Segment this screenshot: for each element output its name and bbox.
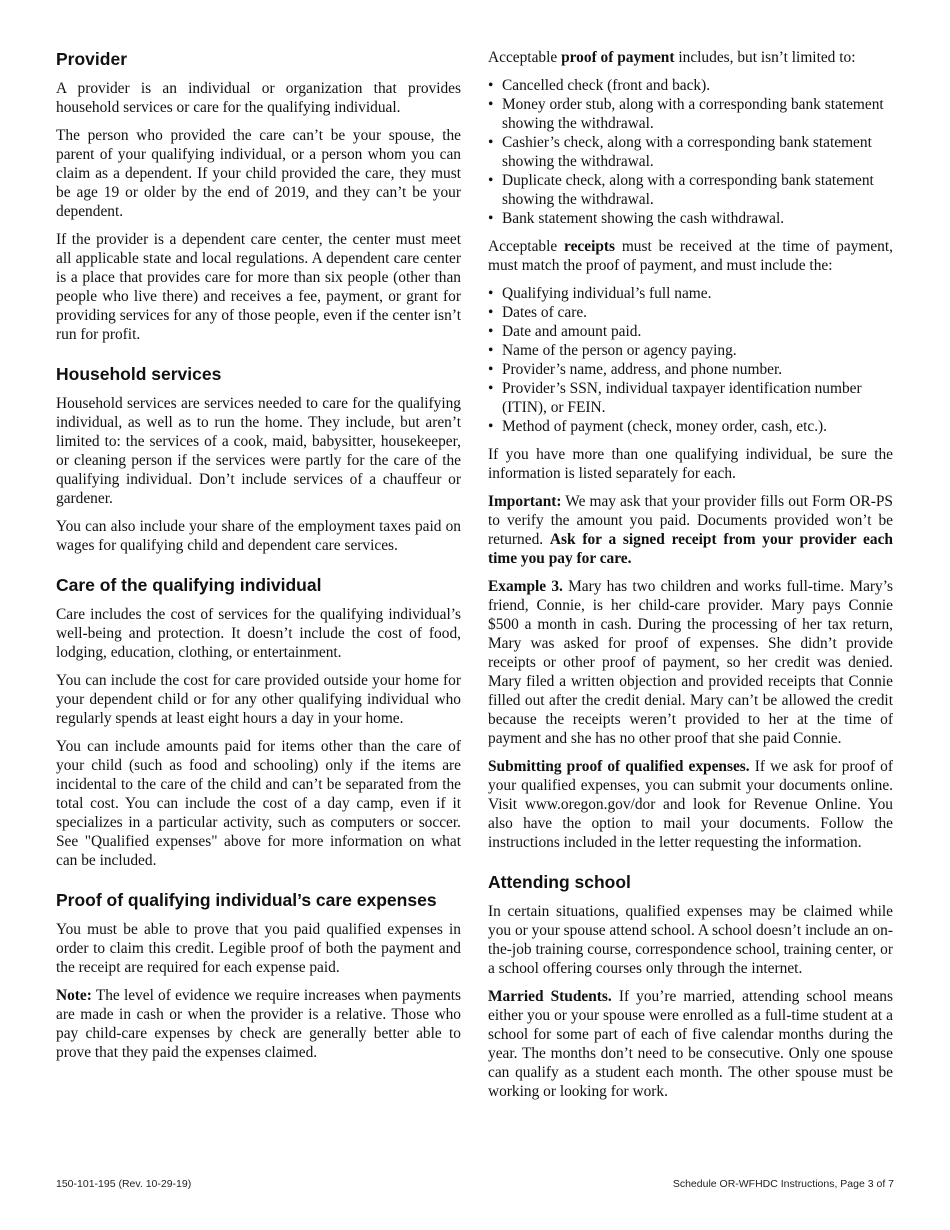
more-than-one-paragraph: If you have more than one qualifying individual, be sure the information is listed separately for each. <box>488 446 893 482</box>
proof-heading: Proof of qualifying individual’s care expenses <box>56 890 437 910</box>
receipt-item: • Provider’s name, address, and phone number. <box>488 360 893 379</box>
care-paragraph-3: You can include amounts paid for items other than the care of your child (such as food and schooling) only if the items are incidental to the care of the child and can’t be separated from the total cost. You can include the cost of a day camp, even if it specializes in a particular activity, such as computers or soccer. See "Qualified expenses" above for more information on what can be included. <box>56 738 461 869</box>
important-text: We may ask that your provider fills out Form OR-PS to verify the amount you paid. Documents provided won’t be returned. <box>488 493 893 548</box>
form-number: 150-101-195 (Rev. 10-29-19) <box>56 1178 192 1190</box>
example-label: Example 3. <box>488 578 563 595</box>
married-label: Married Students. <box>488 988 612 1005</box>
payment-item: • Bank statement showing the cash withdrawal. <box>488 209 893 228</box>
payment-intro <box>488 48 893 67</box>
attending-school-heading: Attending school <box>488 872 631 892</box>
household-paragraph-2: You can also include your share of the employment taxes paid on wages for qualifying child and dependent care services. <box>56 518 461 554</box>
example-text: Mary has two children and works full-time. Mary’s friend, Connie, is her child-care provider. Mary pays Connie $500 a month in cash. During the processing of her tax return, Mary was asked for proof of expenses. She didn’t provide receipts or other proof of payment, so her credit was denied. Mary filed a written objection and provided receipts that Connie filled out after the credit denial. Mary can’t be allowed the credit because the receipts weren’t provided to her at the time of payment and she has no other proof that she paid Connie. <box>488 578 893 747</box>
provider-paragraph-3: If the provider is a dependent care center, the center must meet all applicable state and local regulations. A dependent care center is a place that provides care for more than six people (other than people who live there) and receives a fee, payment, or grant for providing services for any of those people, even if the center isn’t run for profit. <box>56 231 461 343</box>
school-paragraph-1: In certain situations, qualified expenses may be claimed while you or your spouse attend school. A school doesn’t include an on-the-job training course, correspondence school, training center, or a school offering courses only through the internet. <box>488 903 893 977</box>
submitting-label: Submitting proof of qualified expenses. <box>488 758 750 775</box>
receipt-item: • Provider’s SSN, individual taxpayer identification number (ITIN), or FEIN. <box>488 379 893 417</box>
receipts-intro-bold: receipts <box>564 238 616 255</box>
provider-heading: Provider <box>56 49 127 69</box>
left-column <box>56 48 461 1071</box>
payment-intro-post: includes, but isn’t limited to: <box>674 49 856 66</box>
receipt-item: • Name of the person or agency paying. <box>488 341 893 360</box>
payment-intro-bold: proof of payment <box>561 49 675 66</box>
receipts-intro-post: must be received at the time of payment, must match the proof of payment, and must include the: <box>488 238 893 274</box>
receipts-intro <box>488 237 893 275</box>
submitting-text: If we ask for proof of your qualified expenses, you can submit your documents online. Visit www.oregon.gov/dor and look for Revenue Online. You also have the option to mail your documents. Follow the instructions included in the letter requesting the information. <box>488 758 893 851</box>
note-paragraph <box>56 986 461 1062</box>
receipt-item: • Method of payment (check, money order, cash, etc.). <box>488 417 893 436</box>
receipt-item: • Date and amount paid. <box>488 322 893 341</box>
married-paragraph <box>488 987 893 1101</box>
submitting-paragraph <box>488 757 893 852</box>
right-column <box>488 48 893 1110</box>
provider-paragraph-1: A provider is an individual or organization that provides household services or care for the qualifying individual. <box>56 80 461 116</box>
note-label: Note: <box>56 987 92 1004</box>
proof-paragraph-1: You must be able to prove that you paid qualified expenses in order to claim this credit. Legible proof of both the payment and the receipt are required for each expense paid. <box>56 921 461 976</box>
payment-list <box>488 76 893 228</box>
payment-item: • Cashier’s check, along with a corresponding bank statement showing the withdrawal. <box>488 133 893 171</box>
care-heading: Care of the qualifying individual <box>56 575 322 595</box>
example-paragraph <box>488 577 893 748</box>
household-paragraph-1: Household services are services needed to care for the qualifying individual, as well as to run the home. They include, but aren’t limited to: the services of a cook, maid, babysitter, housekeeper, or cleaning person if the services were partly for the care of the qualifying individual. Don’t include services of a chauffeur or gardener. <box>56 395 461 507</box>
receipt-item: • Qualifying individual’s full name. <box>488 284 893 303</box>
receipts-intro-pre: Acceptable <box>488 238 565 255</box>
married-text: If you’re married, attending school means either you or your spouse were enrolled as a full-time student at a school for some part of each of five calendar months during the year. The months don’t need to be consecutive. Only one spouse can qualify as a student each month. The other spouse must be working or looking for work. <box>488 988 893 1100</box>
receipt-list <box>488 284 893 436</box>
payment-item: • Money order stub, along with a corresponding bank statement showing the withdrawal. <box>488 95 893 133</box>
important-bold: Ask for a signed receipt from your provider each time you pay for care. <box>488 531 893 567</box>
care-paragraph-2: You can include the cost for care provided outside your home for your dependent child or for any other qualifying individual who regularly spends at least eight hours a day in your home. <box>56 672 461 727</box>
important-paragraph <box>488 492 893 568</box>
page-label: Schedule OR-WFHDC Instructions, Page 3 of 7 <box>672 1178 894 1190</box>
note-text: The level of evidence we require increases when payments are made in cash or when the provider is a relative. Those who pay child-care expenses by check are generally better able to prove that they paid the expenses claimed. <box>56 987 461 1061</box>
important-label: Important: <box>488 493 562 510</box>
payment-intro-pre: Acceptable <box>488 49 562 66</box>
payment-item: • Cancelled check (front and back). <box>488 76 893 95</box>
receipt-item: • Dates of care. <box>488 303 893 322</box>
provider-paragraph-2: The person who provided the care can’t be your spouse, the parent of your qualifying individual, or a person whom you can claim as a dependent. If your child provided the care, they must be age 19 or older by the end of 2019, and they can’t be your dependent. <box>56 127 461 220</box>
household-services-heading: Household services <box>56 364 222 384</box>
payment-item: • Duplicate check, along with a corresponding bank statement showing the withdrawal. <box>488 171 893 209</box>
care-paragraph-1: Care includes the cost of services for the qualifying individual’s well-being and protection. It doesn’t include the cost of food, lodging, education, clothing, or entertainment. <box>56 606 461 661</box>
